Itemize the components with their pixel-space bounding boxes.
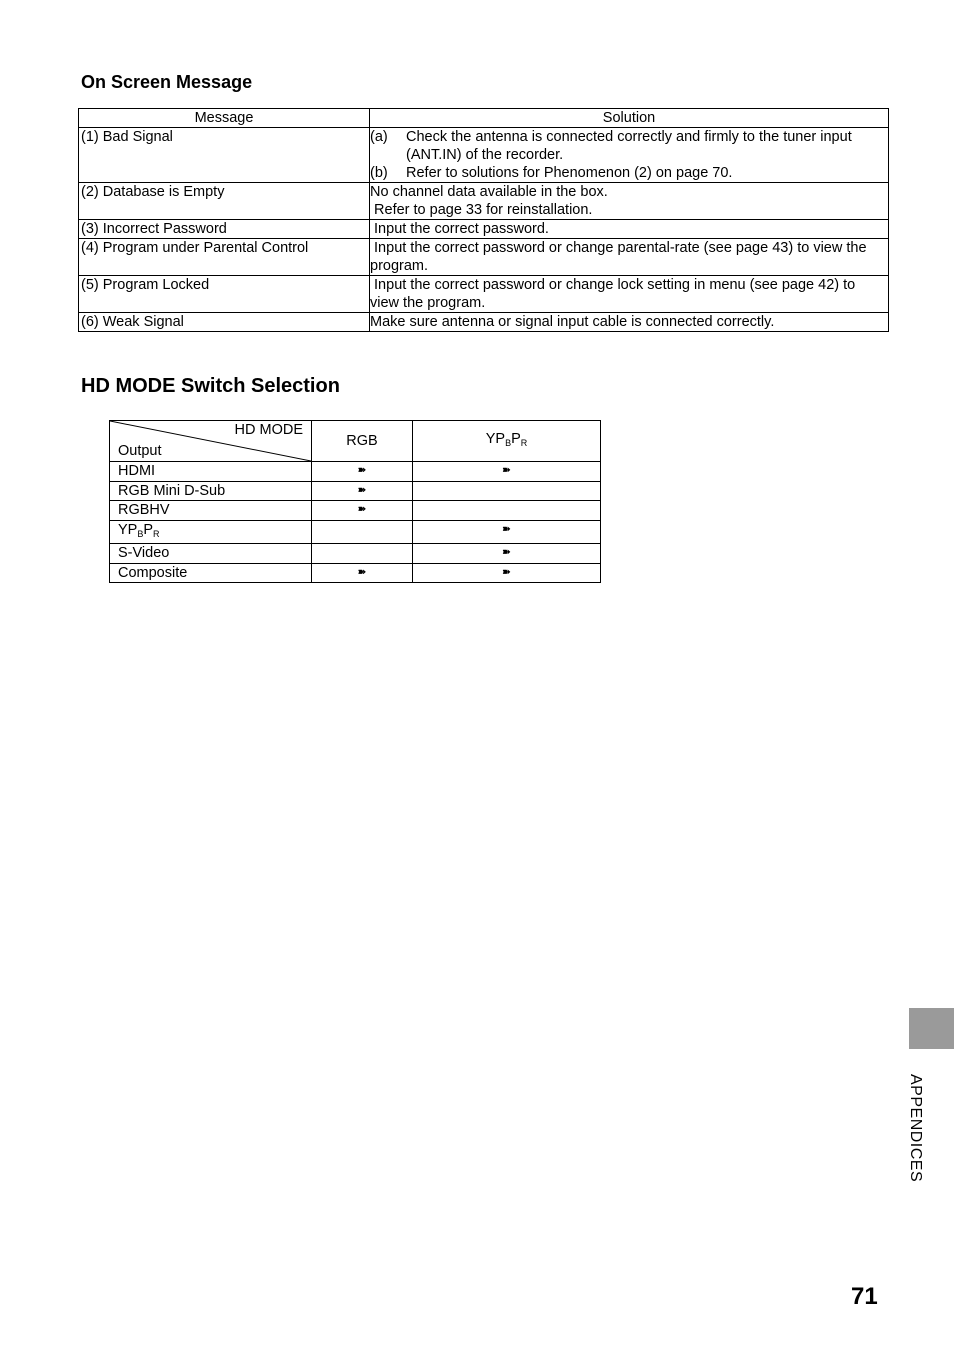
table-header-row [79, 109, 889, 128]
solution-cell: Input the correct password or change parental-rate (see page 43) to view the program. [370, 239, 889, 276]
output-label: Composite [110, 563, 312, 583]
table-row [79, 128, 889, 183]
section-title-hd-mode: HD MODE Switch Selection [81, 375, 340, 397]
section-title-on-screen-message: On Screen Message [81, 72, 253, 92]
table-row [79, 183, 889, 220]
table-row [79, 276, 889, 313]
hd-mode-table [109, 420, 601, 583]
ypbpr-mark: ➽ [413, 544, 601, 564]
solution-item-label: (a) [370, 129, 388, 145]
message-cell: (3) Incorrect Password [79, 220, 370, 239]
rgb-mark: ➽ [312, 563, 413, 583]
solution-cell: Make sure antenna or signal input cable is connected correctly. [370, 313, 889, 332]
table-row [110, 481, 601, 501]
column-header-ypbpr: $YP_BP_R$ [413, 421, 601, 462]
table-row [79, 239, 889, 276]
column-header-rgb: RGB [312, 421, 413, 462]
output-label: RGB Mini D-Sub [110, 481, 312, 501]
rgb-mark: ➽ [312, 481, 413, 501]
message-cell: (1) Bad Signal [79, 128, 370, 183]
output-label: HDMI [110, 462, 312, 482]
ypbpr-mark [413, 501, 601, 521]
corner-header [110, 421, 312, 462]
solution-item-text: Check the antenna is connected correctly and firmly to the tuner input (ANT.IN) of the recorder. [406, 129, 852, 163]
column-header-message: Message [79, 109, 370, 128]
table-header-row [110, 421, 601, 462]
rgb-mark [312, 544, 413, 564]
table-row [110, 462, 601, 482]
solution-item-label: (b) [370, 165, 388, 181]
solution-item [370, 164, 886, 182]
solution-item [370, 128, 886, 164]
ypbpr-mark [413, 481, 601, 501]
corner-header-bottom: Output [118, 442, 162, 459]
on-screen-message-table [78, 108, 889, 332]
table-row [110, 501, 601, 521]
solution-cell: Input the correct password or change lock setting in menu (see page 42) to view the program. [370, 276, 889, 313]
table-row [110, 544, 601, 564]
rgb-mark: ➽ [312, 501, 413, 521]
ypbpr-mark: ➽ [413, 520, 601, 544]
solution-cell [370, 183, 889, 220]
solution-item-text: Refer to solutions for Phenomenon (2) on page 70. [406, 165, 733, 181]
corner-header-top: HD MODE [234, 422, 303, 438]
output-label: $YP_BP_R$ [110, 520, 312, 544]
table-row [110, 563, 601, 583]
ypbpr-mark: ➽ [413, 563, 601, 583]
message-cell: (2) Database is Empty [79, 183, 370, 220]
output-label: S-Video [110, 544, 312, 564]
section-tab-marker [909, 1008, 954, 1049]
message-cell: (4) Program under Parental Control [79, 239, 370, 276]
solution-line: Refer to page 33 for reinstallation. [370, 202, 593, 218]
table-row [79, 220, 889, 239]
page-number: 71 [851, 1283, 878, 1310]
solution-cell: Input the correct password. [370, 220, 889, 239]
ypbpr-mark: ➽ [413, 462, 601, 482]
output-label: RGBHV [110, 501, 312, 521]
rgb-mark: ➽ [312, 462, 413, 482]
side-section-label: APPENDICES [907, 1074, 924, 1183]
rgb-mark [312, 520, 413, 544]
solution-cell [370, 128, 889, 183]
table-row [110, 520, 601, 544]
solution-line: No channel data available in the box. [370, 184, 608, 200]
message-cell: (5) Program Locked [79, 276, 370, 313]
column-header-solution: Solution [370, 109, 889, 128]
message-cell: (6) Weak Signal [79, 313, 370, 332]
table-row [79, 313, 889, 332]
